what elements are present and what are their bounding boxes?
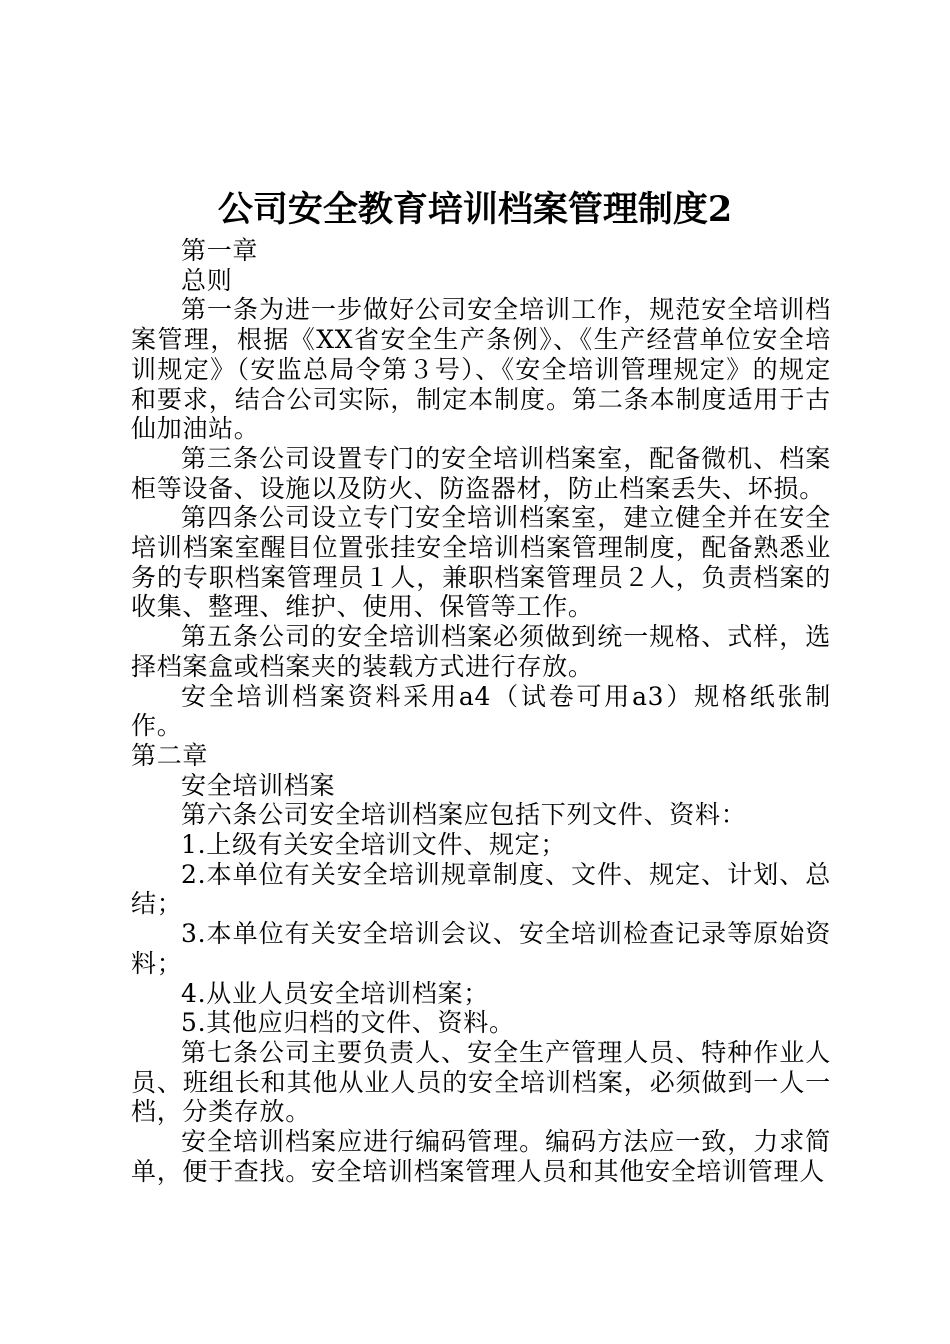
paragraph: 第三条公司设置专门的安全培训档案室，配备微机、档案柜等设备、设施以及防火、防盗器材，防止档案丢失、坏损。: [131, 443, 831, 503]
list-item: 1.上级有关安全培训文件、规定；: [181, 830, 567, 860]
paragraph: 安全培训档案应进行编码管理。编码方法应一致，力求简单，便于查找。安全培训档案管理人员和其他安全培训管理人: [131, 1127, 831, 1186]
paragraph: 第一条为进一步做好公司安全培训工作，规范安全培训档案管理，根据《XX省安全生产条例》、《生产经营单位安全培训规定》（安监总局令第３号）、《安全培训管理规定》的规定和要求，结合公司实际，制定本制度。第二条本制度适用于古仙加油站。: [131, 295, 831, 444]
paragraph: 第四条公司设立专门安全培训档案室，建立健全并在安全培训档案室醒目位置张挂安全培训档案管理制度，配备熟悉业务的专职档案管理员１人，兼职档案管理员２人，负责档案的收集、整理、维护、使用、保管等工作。: [131, 503, 831, 622]
list-item: 3.本单位有关安全培训会议、安全培训检查记录等原始资料；: [131, 919, 831, 978]
paragraph: 第六条公司安全培训档案应包括下列文件、资料：: [181, 800, 747, 830]
chapter-heading: 第二章: [131, 740, 209, 770]
document-title: 公司安全教育培训档案管理制度2: [217, 189, 733, 230]
list-item: 4.从业人员安全培训档案；: [181, 978, 489, 1008]
paragraph: 第七条公司主要负责人、安全生产管理人员、特种作业人员、班组长和其他从业人员的安全培训档案，必须做到一人一档，分类存放。: [131, 1037, 831, 1127]
list-item: 2.本单位有关安全培训规章制度、文件、规定、计划、总结；: [131, 859, 831, 919]
paragraph: 第五条公司的安全培训档案必须做到统一规格、式样，选择档案盒或档案夹的装载方式进行存放。: [131, 622, 831, 681]
paragraph: 安全培训档案: [181, 770, 336, 800]
list-item: 5.其他应归档的文件、资料。: [181, 1008, 515, 1038]
paragraph: 安全培训档案资料采用a4（试卷可用a3）规格纸张制作。: [131, 681, 831, 741]
paragraph: 总则: [181, 265, 233, 295]
paragraph: 第一章: [181, 236, 259, 265]
document-body: [131, 236, 831, 1187]
